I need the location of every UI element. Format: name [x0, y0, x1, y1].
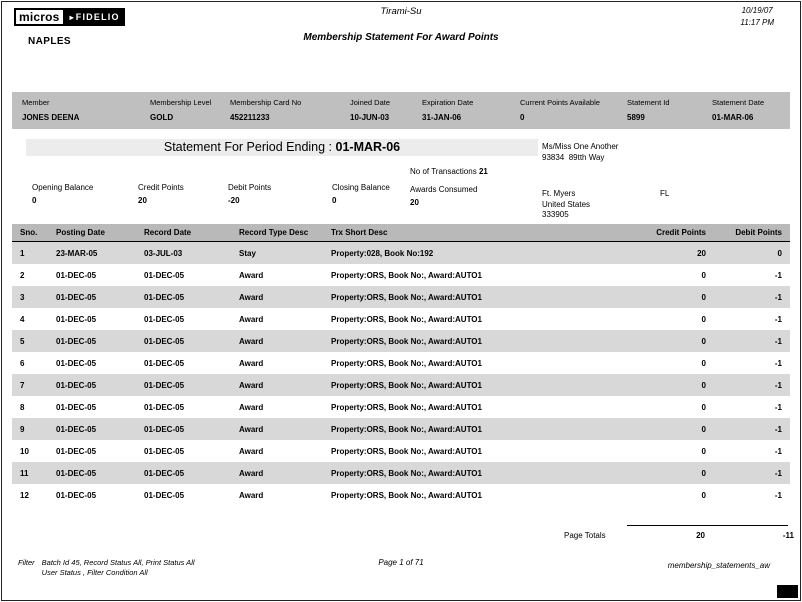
cell-record-type: Award [239, 292, 264, 302]
cell-posting-date: 23-MAR-05 [56, 248, 98, 258]
table-header-row [12, 224, 790, 242]
cell-record-type: Award [239, 336, 264, 346]
report-subtitle: Membership Statement For Award Points [303, 32, 499, 43]
cell-posting-date: 01-DEC-05 [56, 402, 97, 412]
recipient-zip: 333905 [542, 210, 569, 219]
cell-record-date: 01-DEC-05 [144, 270, 185, 280]
cell-debit: -1 [774, 490, 782, 500]
recipient-country: United States [542, 199, 591, 209]
cell-debit: -1 [774, 468, 782, 478]
cell-sno: 7 [20, 380, 25, 390]
cell-record-type: Award [239, 490, 264, 500]
field-current-points: Current Points Available 0 [520, 98, 600, 122]
print-date: 10/19/07 [741, 6, 773, 15]
recipient-city: Ft. Myers [542, 189, 576, 198]
awards-consumed-label: Awards Consumed [410, 185, 478, 194]
cell-record-type: Award [239, 358, 264, 368]
report-title: Tirami-Su [380, 6, 422, 17]
table-row [12, 352, 790, 374]
cell-trx-desc: Property:ORS, Book No:, Award:AUTO1 [331, 270, 482, 280]
cell-record-type: Award [239, 424, 264, 434]
cell-trx-desc: Property:ORS, Book No:, Award:AUTO1 [331, 336, 482, 346]
cell-credit: 0 [701, 358, 706, 368]
cell-debit: -1 [774, 270, 782, 280]
col-posting-date: Posting Date [56, 228, 105, 237]
cell-debit: 0 [777, 248, 782, 258]
credit-points-label: Credit Points [138, 183, 184, 192]
col-trx-short-desc: Trx Short Desc [331, 228, 388, 237]
cell-credit: 20 [697, 248, 706, 258]
col-debit-points: Debit Points [735, 228, 782, 237]
cell-debit: -1 [774, 446, 782, 456]
opening-balance-label: Opening Balance [32, 183, 94, 192]
cell-record-type: Award [239, 380, 264, 390]
page-totals-label: Page Totals [564, 531, 606, 540]
field-member: Member JONES DEENA [22, 98, 80, 122]
cell-sno: 8 [20, 402, 25, 412]
cell-debit: -1 [774, 314, 782, 324]
cell-credit: 0 [701, 490, 706, 500]
cell-credit: 0 [701, 270, 706, 280]
cell-record-date: 01-DEC-05 [144, 490, 185, 500]
cell-trx-desc: Property:ORS, Book No:, Award:AUTO1 [331, 358, 482, 368]
cell-credit: 0 [701, 336, 706, 346]
table-row [12, 418, 790, 440]
cell-sno: 1 [20, 248, 25, 258]
cell-record-date: 01-DEC-05 [144, 402, 185, 412]
table-row [12, 396, 790, 418]
table-row [12, 462, 790, 484]
totals-divider [627, 525, 788, 526]
cell-record-date: 01-DEC-05 [144, 468, 185, 478]
cell-record-date: 01-DEC-05 [144, 336, 185, 346]
field-membership-level: Membership Level GOLD [150, 98, 212, 122]
logo-arrow-icon: ▸ [69, 12, 75, 22]
cell-posting-date: 01-DEC-05 [56, 270, 97, 280]
opening-balance-value: 0 [32, 196, 37, 205]
field-expiration-date: Expiration Date 31-JAN-06 [422, 98, 474, 122]
report-page [1, 1, 801, 601]
cell-sno: 3 [20, 292, 25, 302]
cell-credit: 0 [701, 402, 706, 412]
cell-trx-desc: Property:ORS, Book No:, Award:AUTO1 [331, 468, 482, 478]
cell-record-date: 01-DEC-05 [144, 424, 185, 434]
member-info-band [12, 92, 790, 129]
col-sno: Sno. [20, 228, 38, 237]
filter-line2: User Status , Filter Condition All [41, 568, 148, 577]
page-totals-debit: -11 [782, 531, 794, 540]
cell-debit: -1 [774, 380, 782, 390]
logo-micros-text: micros [14, 8, 65, 26]
credit-points-value: 20 [138, 196, 147, 205]
field-membership-card-no: Membership Card No 452211233 [230, 98, 302, 122]
cell-debit: -1 [774, 358, 782, 368]
cell-record-date: 01-DEC-05 [144, 292, 185, 302]
cell-sno: 2 [20, 270, 25, 280]
cell-sno: 12 [20, 490, 29, 500]
cell-trx-desc: Property:ORS, Book No:, Award:AUTO1 [331, 402, 482, 412]
cell-credit: 0 [701, 468, 706, 478]
table-row [12, 374, 790, 396]
cell-record-date: 01-DEC-05 [144, 446, 185, 456]
col-credit-points: Credit Points [656, 228, 706, 237]
cell-trx-desc: Property:ORS, Book No:, Award:AUTO1 [331, 380, 482, 390]
cell-trx-desc: Property:ORS, Book No:, Award:AUTO1 [331, 292, 482, 302]
table-row [12, 330, 790, 352]
cell-record-type: Award [239, 314, 264, 324]
recipient-name: Ms/Miss One Another [542, 142, 619, 151]
cell-posting-date: 01-DEC-05 [56, 424, 97, 434]
cell-sno: 6 [20, 358, 25, 368]
cell-record-type: Award [239, 270, 264, 280]
page-totals-credit: 20 [696, 531, 705, 540]
closing-balance-value: 0 [332, 196, 337, 205]
cell-credit: 0 [701, 424, 706, 434]
transactions-count: No of Transactions 21 [410, 167, 488, 176]
cell-record-type: Stay [239, 248, 256, 258]
cell-record-date: 03-JUL-03 [144, 248, 183, 258]
period-label: Statement For Period Ending : [163, 140, 333, 154]
cell-debit: -1 [774, 336, 782, 346]
cell-credit: 0 [701, 314, 706, 324]
cell-trx-desc: Property:ORS, Book No:, Award:AUTO1 [331, 424, 482, 434]
cell-credit: 0 [701, 292, 706, 302]
cell-debit: -1 [774, 424, 782, 434]
table-row [12, 264, 790, 286]
cell-credit: 0 [701, 380, 706, 390]
table-row [12, 308, 790, 330]
cell-sno: 5 [20, 336, 25, 346]
table-row [12, 484, 790, 506]
period-stripe [26, 139, 538, 156]
page-number: Page 1 of 71 [378, 558, 424, 567]
table-row [12, 440, 790, 462]
cell-posting-date: 01-DEC-05 [56, 468, 97, 478]
cell-trx-desc: Property:028, Book No:192 [331, 248, 434, 258]
cell-posting-date: 01-DEC-05 [56, 490, 97, 500]
cell-record-type: Award [239, 402, 264, 412]
recipient-name-address [542, 141, 618, 163]
field-statement-id: Statement Id 5899 [627, 98, 670, 122]
corner-marker [777, 585, 798, 598]
table-body [12, 242, 790, 506]
recipient-state: FL [660, 189, 670, 198]
filter-line1: Batch Id 45, Record Status All, Print Status All [41, 558, 195, 567]
transactions-table [12, 224, 790, 506]
cell-posting-date: 01-DEC-05 [56, 292, 97, 302]
debit-points-label: Debit Points [228, 183, 272, 192]
cell-sno: 11 [20, 468, 29, 478]
cell-posting-date: 01-DEC-05 [56, 336, 97, 346]
cell-trx-desc: Property:ORS, Book No:, Award:AUTO1 [331, 446, 482, 456]
print-datetime [740, 5, 774, 29]
field-joined-date: Joined Date 10-JUN-03 [350, 98, 391, 122]
cell-record-date: 01-DEC-05 [144, 380, 185, 390]
report-name: membership_statements_aw [667, 561, 770, 570]
cell-record-date: 01-DEC-05 [144, 314, 185, 324]
awards-consumed-value: 20 [410, 198, 419, 207]
cell-trx-desc: Property:ORS, Book No:, Award:AUTO1 [331, 490, 482, 500]
cell-posting-date: 01-DEC-05 [56, 314, 97, 324]
col-record-date: Record Date [144, 228, 192, 237]
cell-record-type: Award [239, 468, 264, 478]
cell-sno: 4 [20, 314, 25, 324]
cell-posting-date: 01-DEC-05 [56, 446, 97, 456]
cell-sno: 10 [20, 446, 29, 456]
period-value: 01-MAR-06 [335, 140, 401, 154]
cell-sno: 9 [20, 424, 25, 434]
cell-debit: -1 [774, 402, 782, 412]
cell-posting-date: 01-DEC-05 [56, 380, 97, 390]
cell-debit: -1 [774, 292, 782, 302]
cell-record-type: Award [239, 446, 264, 456]
closing-balance-label: Closing Balance [332, 183, 390, 192]
property-name: NAPLES [28, 36, 71, 47]
logo-fidelio-text: ▸ FIDELIO [65, 8, 125, 26]
cell-trx-desc: Property:ORS, Book No:, Award:AUTO1 [331, 314, 482, 324]
debit-points-value: -20 [228, 196, 240, 205]
print-time: 11:17 PM [740, 18, 774, 27]
field-statement-date: Statement Date 01-MAR-06 [712, 98, 765, 122]
filter-label: Filter [18, 558, 35, 567]
recipient-street: 93834 89tth Way [542, 153, 605, 162]
cell-credit: 0 [701, 446, 706, 456]
cell-record-date: 01-DEC-05 [144, 358, 185, 368]
table-row [12, 286, 790, 308]
table-row [12, 242, 790, 264]
recipient-city-block [542, 189, 590, 221]
cell-posting-date: 01-DEC-05 [56, 358, 97, 368]
col-record-type-desc: Record Type Desc [239, 228, 309, 237]
